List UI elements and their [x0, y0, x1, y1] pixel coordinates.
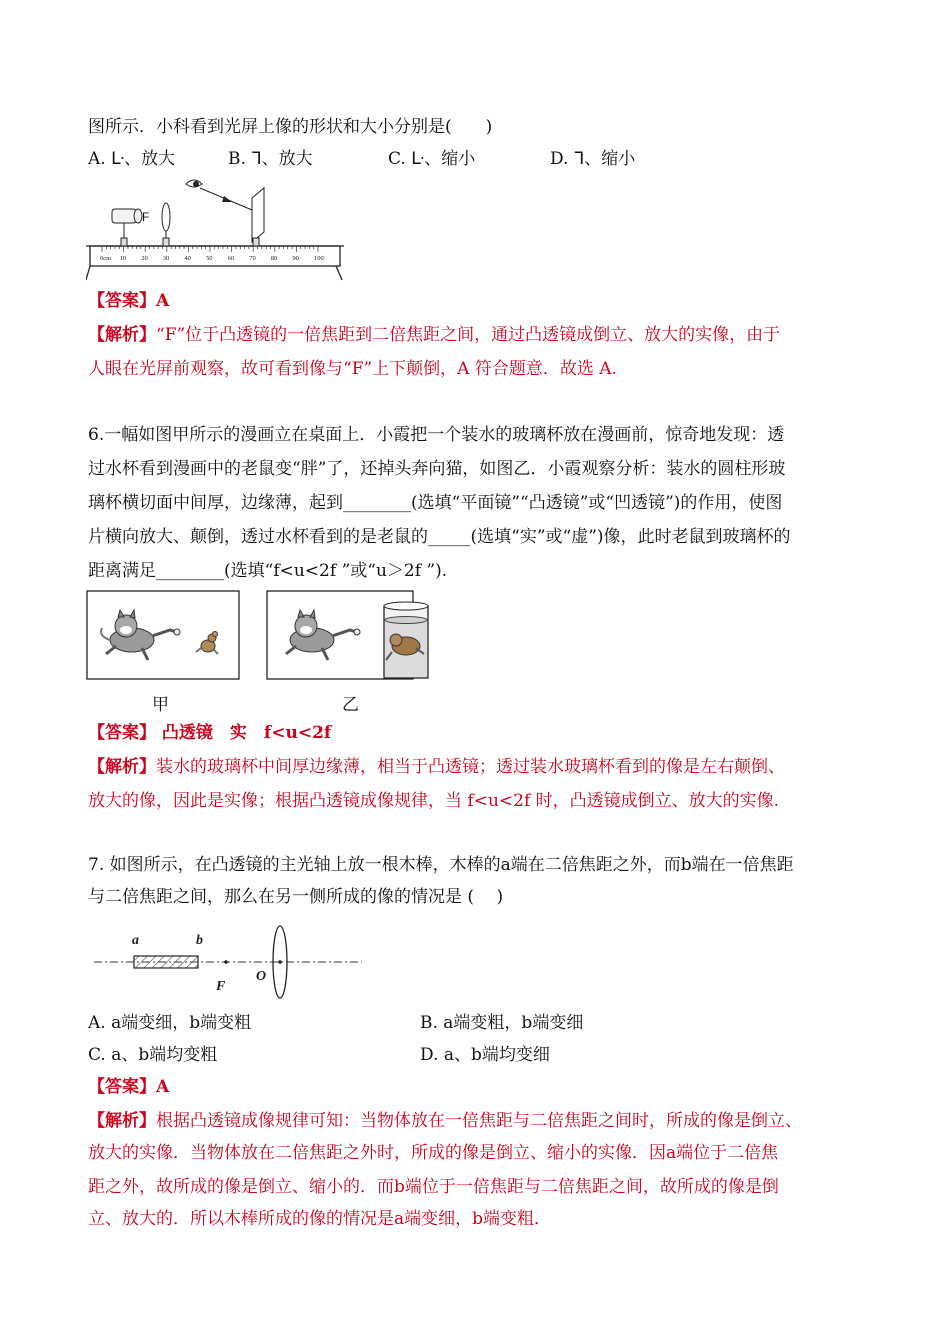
q6-line-3: 璃杯横切面中间厚，边缘薄，起到________(选填“平面镜”“凸透镜”或“凹透镜”)的作用，使图 — [88, 493, 783, 513]
q5-stem: 图所示．小科看到光屏上像的形状和大小分别是( ) — [88, 117, 493, 137]
cartoon-figure-jia — [86, 590, 240, 680]
q7-option-b: B. a端变粗，b端变细 — [420, 1013, 584, 1033]
q7-answer: 【答案】A — [88, 1077, 170, 1097]
q5-options — [88, 148, 868, 170]
ruler-label: 90 — [292, 255, 299, 262]
q5-analysis-line-2: 人眼在光屏前观察，故可看到像与“F”上下颠倒，A 符合题意．故选 A. — [88, 359, 617, 379]
q6-answer: 【答案】 凸透镜 实 f<u<2f — [88, 723, 332, 743]
label-F: F — [216, 979, 226, 994]
optical-center — [278, 960, 282, 964]
q5-analysis-line-1 — [88, 324, 780, 346]
q7-analysis-text-1: 根据凸透镜成像规律可知：当物体放在一倍焦距与二倍焦距之间时，所成的像是倒立、 — [156, 1111, 802, 1131]
q7-analysis-line-2: 放大的实像．当物体放在二倍焦距之外时，所成的像是倒立、缩小的实像．因a端位于二倍焦 — [88, 1143, 779, 1163]
ruler-label: 10 — [119, 255, 127, 262]
ruler-label: 100 — [314, 255, 324, 262]
q7-analysis-line-1 — [88, 1110, 802, 1132]
q5-option-d: D. ᒣ、缩小 — [550, 149, 636, 169]
q7-analysis-line-3: 距之外，故所成的像是倒立、缩小的．而b端位于一倍焦距与二倍焦距之间，故所成的像是倒 — [88, 1177, 779, 1197]
caption-jia: 甲 — [152, 695, 169, 715]
q6-line-1: 6.一幅如图甲所示的漫画立在桌面上．小霞把一个装水的玻璃杯放在漫画前，惊奇地发现：透 — [88, 425, 785, 445]
q7-analysis-label: 【解析】 — [88, 1111, 156, 1131]
q5-analysis-text-1: “F”位于凸透镜的一倍焦距到二倍焦距之间，通过凸透镜成倒立、放大的实像，由于 — [156, 325, 781, 345]
q7-option-c: C. a、b端均变粗 — [88, 1045, 218, 1065]
q6-line-5: 距离满足________(选填“f<u<2f ”或“u＞2f ”). — [88, 561, 448, 581]
label-a: a — [132, 933, 139, 948]
q7-analysis-line-4: 立、放大的．所以木棒所成的像的情况是a端变细，b端变粗． — [88, 1209, 552, 1229]
ruler-body — [90, 246, 340, 266]
q5-answer: 【答案】A — [88, 291, 170, 311]
label-O: O — [256, 969, 267, 984]
light-screen — [252, 188, 264, 242]
ruler-label: 20 — [141, 255, 148, 262]
q5-analysis-label: 【解析】 — [88, 325, 156, 345]
q5-option-b: B. ᒣ、放大 — [228, 149, 313, 169]
optical-bench-figure — [86, 176, 346, 286]
q7-line-2: 与二倍焦距之间，那么在另一侧所成的像的情况是 ( ) — [88, 887, 504, 907]
q6-line-2: 过水杯看到漫画中的老鼠变“胖”了，还掉头奔向猫，如图乙．小霞观察分析：装水的圆柱形玻 — [88, 459, 786, 479]
q7-option-d: D. a、b端均变细 — [420, 1045, 550, 1065]
label-b: b — [196, 933, 203, 948]
q6-line-4: 片横向放大、颠倒，透过水杯看到的是老鼠的_____(选填“实”或“虚”)像，此时老鼠到玻璃杯的 — [88, 527, 791, 547]
q5-option-a: A. ᒷ、放大 — [88, 149, 176, 169]
q5-option-c: C. ᒷ、缩小 — [388, 149, 476, 169]
convex-lens — [162, 203, 170, 231]
cartoon-figure-yi — [266, 590, 430, 680]
ruler-label: 50 — [206, 255, 213, 262]
focus-point — [224, 960, 228, 964]
ruler-label: 60 — [227, 255, 235, 262]
q7-option-a: A. a端变细，b端变粗 — [88, 1013, 252, 1033]
q7-options-row-2 — [88, 1044, 868, 1066]
ruler-label: 0cm — [100, 255, 112, 262]
caption-yi: 乙 — [342, 695, 359, 715]
lens-rod-diagram — [94, 924, 364, 1000]
light-source — [112, 209, 136, 223]
wooden-rod — [134, 956, 198, 968]
ruler-label: 70 — [249, 255, 256, 262]
q7-line-1: 7. 如图所示，在凸透镜的主光轴上放一根木棒，木棒的a端在二倍焦距之外，而b端在一倍焦距 — [88, 855, 794, 875]
svg-text:F: F — [142, 210, 150, 224]
q6-analysis-line-1 — [88, 756, 785, 778]
q6-analysis-label: 【解析】 — [88, 757, 156, 777]
ruler-label: 40 — [184, 255, 191, 262]
ruler-label: 30 — [162, 255, 170, 262]
q7-options-row-1 — [88, 1012, 868, 1034]
water-glass — [384, 602, 428, 678]
ruler-label: 80 — [270, 255, 278, 262]
q6-analysis-line-2: 放大的像，因此是实像；根据凸透镜成像规律，当 f<u<2f 时，凸透镜成倒立、放大的实像. — [88, 791, 780, 811]
q6-analysis-text-1: 装水的玻璃杯中间厚边缘薄，相当于凸透镜；透过装水玻璃杯看到的像是左右颠倒、 — [156, 757, 785, 777]
